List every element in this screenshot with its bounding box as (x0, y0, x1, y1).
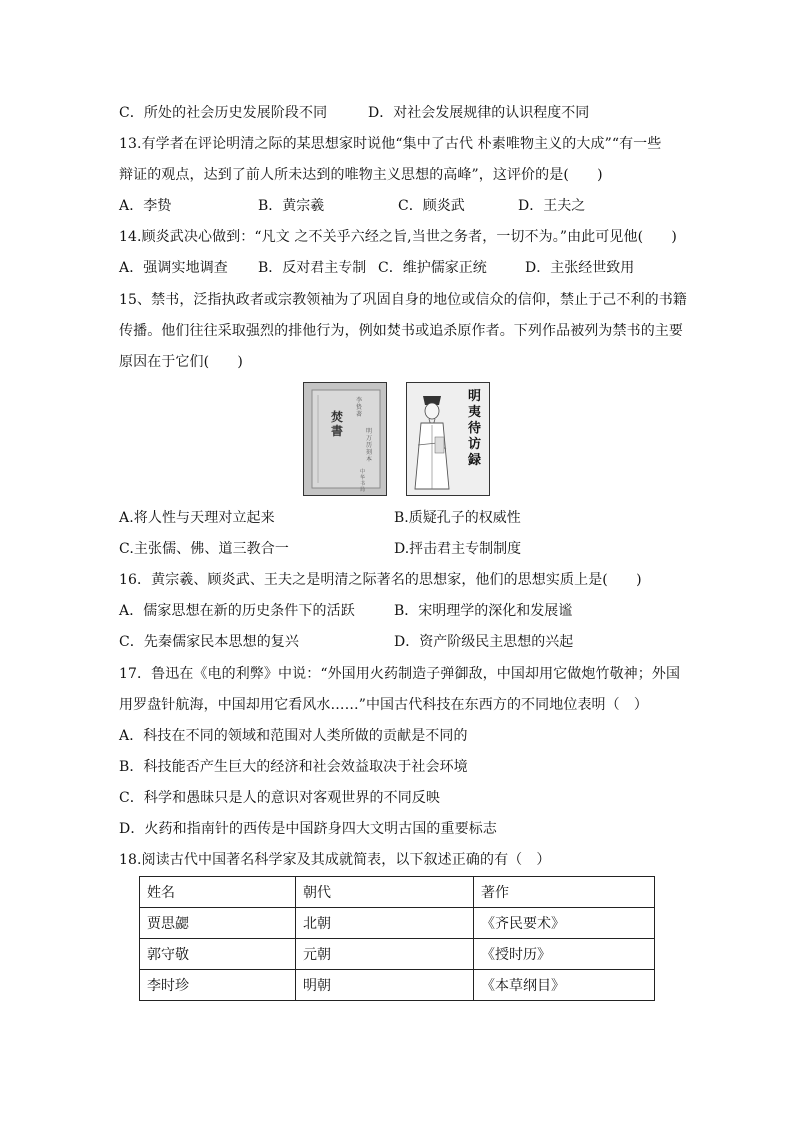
q13-option-a: A．李贽 (119, 198, 172, 214)
table-header-row (140, 877, 655, 908)
fenshu-publisher: 中华书局 (360, 469, 366, 493)
q12-option-c: C．所处的社会历史发展阶段不同 (119, 105, 328, 121)
q15-stem-line2: 传播。他们往往采取强烈的排他行为，例如焚书或追杀原作者。下列作品被列为禁书的主要 (119, 323, 683, 339)
q17-option-b: B．科技能否产生巨大的经济和社会效益取决于社会环境 (119, 759, 468, 775)
fenshu-edition: 明万历刻本 (366, 428, 373, 463)
q16-option-b: B．宋明理学的深化和发展谧 (394, 603, 573, 619)
table-cell: 贾思勰 (140, 908, 296, 939)
q16-option-a: A．儒家思想在新的历史条件下的活跃 (119, 603, 355, 619)
table-cell: 《本草纲目》 (474, 970, 655, 1001)
fenshu-book-photo (303, 382, 387, 496)
q18-stem: 18.阅读古代中国著名科学家及其成就简表，以下叙述正确的有（ ） (119, 852, 551, 868)
fenshu-author: 李贽 著 (356, 397, 363, 418)
q13-option-b: B．黄宗羲 (258, 198, 325, 214)
q15-stem-line3: 原因在于它们( ) (119, 354, 243, 370)
table-header-cell: 朝代 (296, 877, 474, 908)
scientists-table (139, 876, 655, 1001)
q13-option-c: C．顾炎武 (398, 198, 465, 214)
q16-stem: 16．黄宗羲、顾炎武、王夫之是明清之际著名的思想家，他们的思想实质上是( ) (119, 572, 642, 588)
q16-option-c: C．先秦儒家民本思想的复兴 (119, 634, 300, 650)
q14-option-c: C．维护儒家正统 (378, 260, 487, 276)
table-cell: 明朝 (296, 970, 474, 1001)
q15-figures (303, 382, 482, 496)
table-header-cell: 著作 (474, 877, 655, 908)
q12-option-d: D．对社会发展规律的认识程度不同 (368, 105, 590, 121)
q17-stem-line2: 用罗盘针航海，中国却用它看风水……”中国古代科技在东西方的不同地位表明（ ） (119, 697, 648, 713)
q14-option-a: A．强调实地调查 (119, 260, 228, 276)
q17-option-d: D．火药和指南针的西传是中国跻身四大文明古国的重要标志 (119, 821, 497, 837)
table-cell: 《授时历》 (474, 939, 655, 970)
mingyi-title: 明夷待访録 (468, 389, 482, 468)
q15-stem-line1: 15、禁书，泛指执政者或宗教领袖为了巩固自身的地位或信众的信仰，禁止于己不利的书籍 (119, 292, 687, 308)
mingyi-daifang-lu-portrait (406, 382, 490, 496)
table-cell: 李时珍 (140, 970, 296, 1001)
q16-option-d: D．资产阶级民主思想的兴起 (394, 634, 574, 650)
q15-option-c: C.主张儒、佛、道三教合一 (119, 541, 289, 557)
q13-stem-line2: 辩证的观点，达到了前人所未达到的唯物主义思想的高峰”，这评价的是( ) (119, 167, 603, 183)
table-header-cell: 姓名 (140, 877, 296, 908)
table-row (140, 970, 655, 1001)
q15-option-a: A.将人性与天理对立起来 (119, 510, 275, 526)
q14-option-b: B．反对君主专制 (258, 260, 367, 276)
q13-option-d: D．王夫之 (518, 198, 586, 214)
table-row (140, 939, 655, 970)
q17-option-a: A．科技在不同的领域和范围对人类所做的贡献是不同的 (119, 728, 468, 744)
table-cell: 《齐民要术》 (474, 908, 655, 939)
table-cell: 元朝 (296, 939, 474, 970)
q14-option-d: D．主张经世致用 (525, 260, 635, 276)
q14-stem: 14.顾炎武决心做到：“凡文 之不关乎六经之旨,当世之务者，一切不为。”由此可见他( ) (119, 229, 677, 245)
q17-stem-line1: 17．鲁迅在《电的利弊》中说：“外国用火药制造子弹御敌，中国却用它做炮竹敬神；外国 (119, 666, 681, 682)
table-cell: 北朝 (296, 908, 474, 939)
q13-stem-line1: 13.有学者在评论明清之际的某思想家时说他“集中了古代 朴素唯物主义的大成”“有一些 (119, 136, 662, 152)
table-row (140, 908, 655, 939)
q15-option-b: B.质疑孔子的权威性 (394, 510, 521, 526)
fenshu-title: 焚書 (331, 410, 344, 438)
q17-option-c: C．科学和愚昧只是人的意识对客观世界的不同反映 (119, 790, 441, 806)
q15-option-d: D.抨击君主专制制度 (394, 541, 522, 557)
table-cell: 郭守敬 (140, 939, 296, 970)
